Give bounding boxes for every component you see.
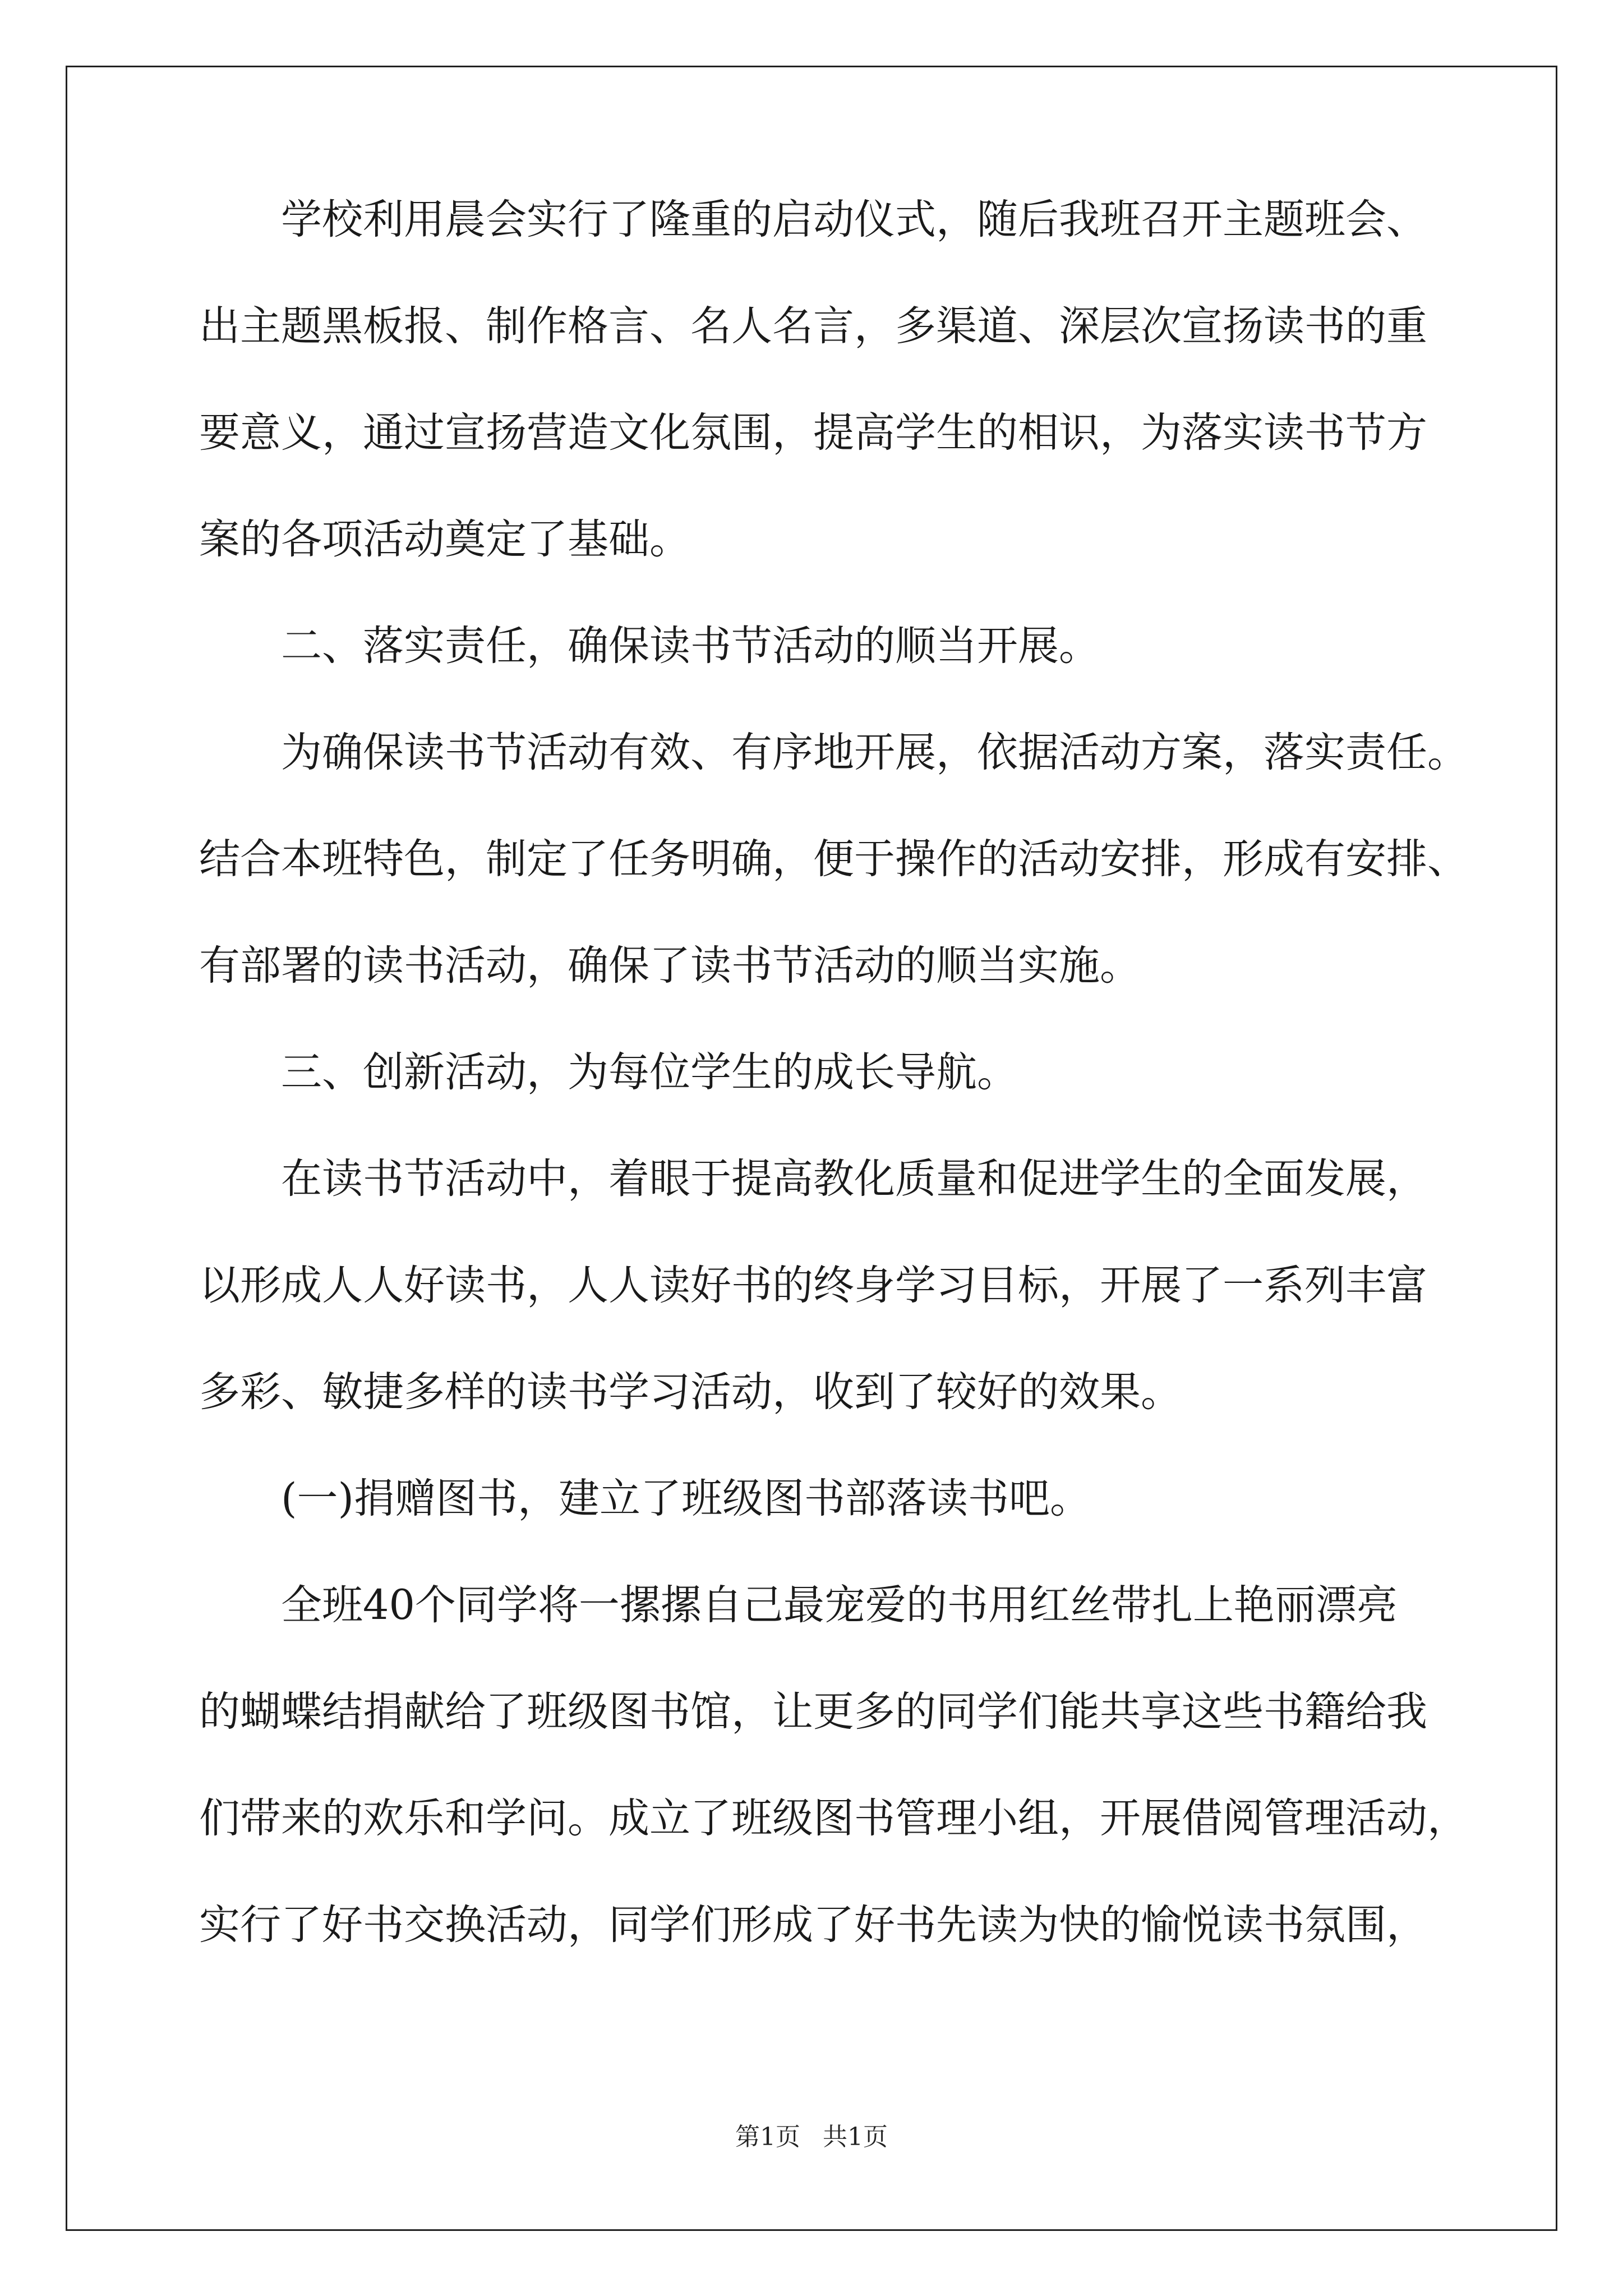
text-line: 有部署的读书活动，确保了读书节活动的顺当实施。 (199, 942, 1141, 990)
text-line: 在读书节活动中，着眼于提高教化质量和促进学生的全面发展， (281, 1155, 1427, 1203)
text-line: 们带来的欢乐和学问。成立了班级图书管理小组，开展借阅管理活动， (199, 1795, 1468, 1842)
text-line: 学校利用晨会实行了隆重的启动仪式，随后我班召开主题班会、 (281, 196, 1427, 243)
text-line: 多彩、敏捷多样的读书学习活动，收到了较好的效果。 (199, 1368, 1182, 1416)
text-line: 的蝴蝶结捐献给了班级图书馆，让更多的同学们能共享这些书籍给我 (199, 1688, 1427, 1736)
text-line: 以形成人人好读书，人人读好书的终身学习目标，开展了一系列丰富 (199, 1262, 1427, 1309)
section-heading: 三、创新活动，为每位学生的成长导航。 (281, 1048, 1018, 1096)
text-line: 出主题黑板报、制作格言、名人名言，多渠道、深层次宣扬读书的重 (199, 302, 1427, 350)
page-number: 第1页 (735, 2123, 800, 2151)
text-line: 要意义，通过宣扬营造文化氛围，提高学生的相识，为落实读书节方 (199, 409, 1427, 457)
text-line: 结合本班特色，制定了任务明确，便于操作的活动安排，形成有安排、 (199, 835, 1468, 883)
text-line: 全班40个同学将一摞摞自己最宠爱的书用红丝带扎上艳丽漂亮 (281, 1581, 1398, 1629)
page-footer (0, 2120, 1623, 2154)
subsection-heading: (一)捐赠图书，建立了班级图书部落读书吧。 (281, 1475, 1091, 1522)
section-heading: 二、落实责任，确保读书节活动的顺当开展。 (281, 622, 1100, 670)
page-total: 共1页 (823, 2123, 888, 2151)
text-line: 案的各项活动奠定了基础。 (199, 516, 690, 563)
text-line: 实行了好书交换活动，同学们形成了好书先读为快的愉悦读书氛围， (199, 1901, 1427, 1949)
text-line: 为确保读书节活动有效、有序地开展，依据活动方案，落实责任。 (281, 729, 1468, 776)
